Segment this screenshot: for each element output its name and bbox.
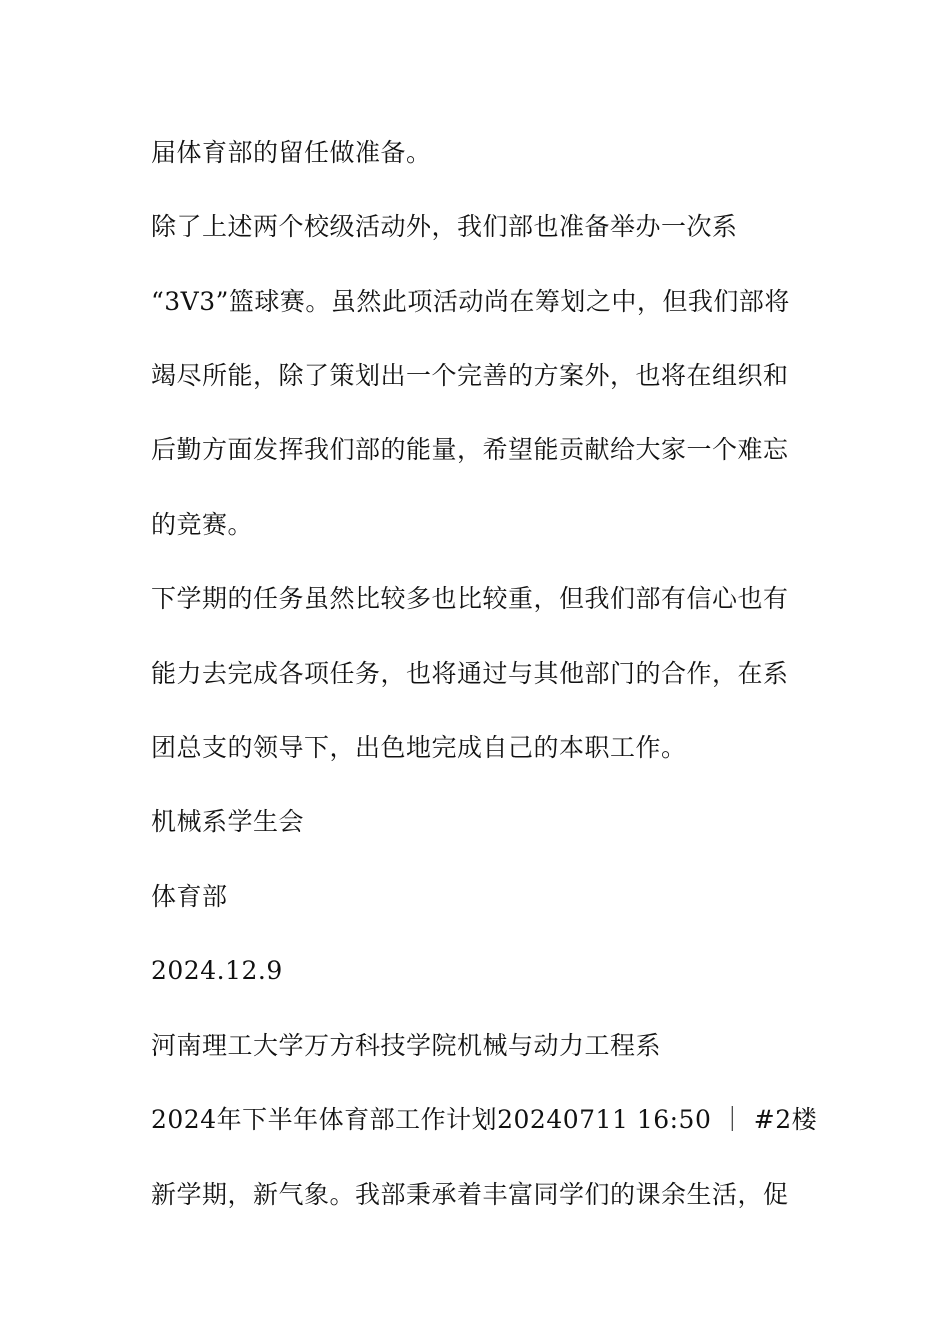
paragraph-line: 的竞赛。 [151,510,254,539]
paragraph-line: “3V3”篮球赛。虽然此项活动尚在筹划之中，但我们部将 [151,287,790,316]
document-date: 2024.12.9 [151,956,283,985]
paragraph-line: 除了上述两个校级活动外，我们部也准备举办一次系 [151,212,738,241]
paragraph-line: 新学期，新气象。我部秉承着丰富同学们的课余生活，促 [151,1180,789,1209]
department-name: 体育部 [151,882,228,911]
paragraph-line: 下学期的任务虽然比较多也比较重，但我们部有信心也有 [151,584,789,613]
institution-name: 河南理工大学万方科技学院机械与动力工程系 [151,1031,662,1060]
paragraph-line: 竭尽所能，除了策划出一个完善的方案外，也将在组织和 [151,361,789,390]
paragraph-line: 能力去完成各项任务，也将通过与其他部门的合作，在系 [151,659,789,688]
paragraph-line: 团总支的领导下，出色地完成自己的本职工作。 [151,733,687,762]
paragraph-line: 届体育部的留任做准备。 [151,138,432,167]
paragraph-line: 后勤方面发挥我们部的能量，希望能贡献给大家一个难忘 [151,435,789,464]
organization-name: 机械系学生会 [151,807,305,836]
post-header: 2024年下半年体育部工作计划20240711 16:50 ｜ #2楼 [151,1105,818,1134]
